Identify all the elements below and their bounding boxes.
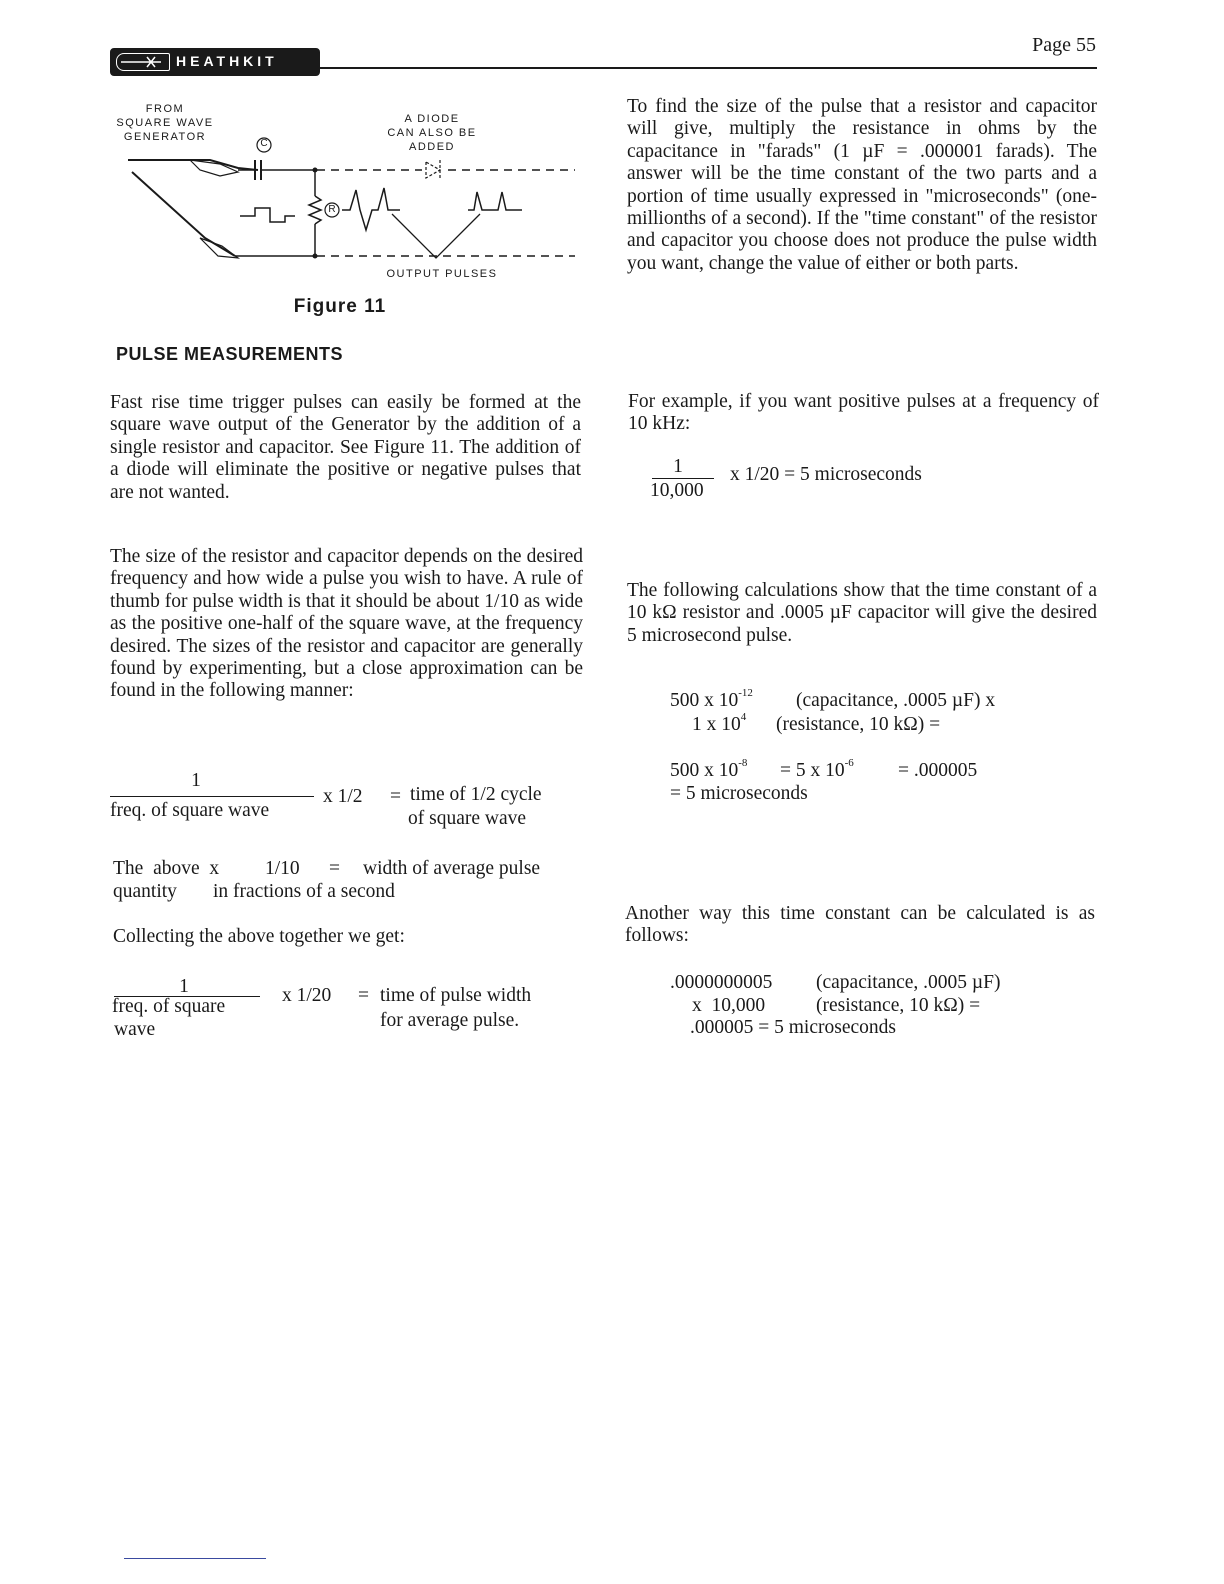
label-c: C <box>260 138 268 149</box>
eq1-fraction-bar <box>110 796 314 797</box>
calculation-result <box>670 756 1090 808</box>
label-diode-added <box>372 112 492 154</box>
eq1-result-line1: time of 1/2 cycle <box>410 784 542 805</box>
header-rule <box>316 67 1097 69</box>
eq2-line1-a: The above x <box>113 858 220 879</box>
eq3-multiplier: x 1/20 <box>282 985 332 1006</box>
left-paragraph-3: Collecting the above together we get: <box>113 926 405 947</box>
label-from-line2: SQUARE WAVE <box>116 117 214 129</box>
eq2-line1-d: width of average pulse <box>363 858 541 879</box>
label-diode-line3: ADDED <box>408 141 455 153</box>
left-paragraph-1: Fast rise time trigger pulses can easily be formed at the square wave output of the Generator by the addition of a single resistor and capacitor. See Figure 11. The addition of a diode will eliminate the positive or negative pulses that are not wanted. <box>110 392 581 503</box>
calc2-b-exp: -6 <box>844 757 854 769</box>
eq2-line2-a: quantity <box>113 881 177 902</box>
label-output-pulses: OUTPUT PULSES <box>386 268 498 280</box>
right-paragraph-4: Another way this time constant can be calculated is as follows: <box>625 903 1095 947</box>
equation-average-pulse <box>113 858 588 908</box>
eq1-equals: = <box>390 786 401 807</box>
calc2-c: = .000005 <box>898 760 978 781</box>
eq2-line1-b: 1/10 <box>265 858 300 879</box>
equation-half-cycle <box>108 770 588 834</box>
calc3-r1-a: .0000000005 <box>670 972 773 993</box>
right-paragraph-3: The following calculations show that the time constant of a 10 kΩ resistor and .0005 µF capacitor will give the desired 5 microsecond pulse. <box>627 580 1097 646</box>
page-number: Page 55 <box>1032 34 1096 56</box>
label-diode-line2: CAN ALSO BE <box>387 127 477 139</box>
calc2-line2: = 5 microseconds <box>670 783 808 804</box>
calc3-r2-a: x 10,000 <box>692 995 766 1016</box>
calc2-a <box>670 757 748 782</box>
right-paragraph-1: To find the size of the pulse that a resistor and capacitor will give, multiply the resistance in ohms by the capacitance in "farads" (1 µF = .000001 farads). The answer will be the time constant of the two parts and a portion of time usually expressed in "microseconds" (one-millionths of a second). If the "time constant" of the resistor and capacitor you choose does not produce the pulse width you want, change the value of either or both parts. <box>627 96 1097 274</box>
calculation-decimal <box>670 972 1090 1044</box>
equation-pulse-width <box>110 976 590 1046</box>
section-heading: PULSE MEASUREMENTS <box>116 344 344 364</box>
req1-numerator: 1 <box>673 456 683 477</box>
eq2-line2-b: in fractions of a second <box>213 881 395 902</box>
calc3-r3: .000005 = 5 microseconds <box>690 1017 896 1038</box>
calc1-l2-rest: (resistance, 10 kΩ) = <box>776 714 941 735</box>
eq1-multiplier: x 1/2 <box>323 786 363 807</box>
equation-10khz <box>638 456 1058 506</box>
eq3-numerator: 1 <box>179 976 189 997</box>
calc1-l1-exp: -12 <box>738 687 753 699</box>
figure-caption: Figure 11 <box>293 296 387 317</box>
label-r: R <box>328 204 336 215</box>
heathkit-logo <box>110 48 320 76</box>
calc1-l2-exp: 4 <box>740 711 747 723</box>
req1-rest: x 1/20 = 5 microseconds <box>730 464 922 485</box>
calc3-r1-b: (capacitance, .0005 µF) <box>816 972 1001 993</box>
eq3-result-line1: time of pulse width <box>380 985 532 1006</box>
eq2-line1-c: = <box>329 858 340 879</box>
calc1-l1-base: 500 x 10 <box>670 690 739 711</box>
calculation-multiply <box>670 684 1090 736</box>
label-from-line1: FROM <box>145 103 185 115</box>
eq3-denominator-line2: wave <box>114 1019 156 1040</box>
calc2-a-exp: -8 <box>738 757 748 769</box>
eq1-denominator: freq. of square wave <box>110 800 270 821</box>
calc2-b <box>780 757 854 782</box>
calc2-b-base: = 5 x 10 <box>780 760 845 781</box>
eq3-denominator-line1: freq. of square <box>112 996 226 1017</box>
calc2-a-base: 500 x 10 <box>670 760 739 781</box>
label-from-generator <box>110 102 220 144</box>
calc3-r2-b: (resistance, 10 kΩ) = <box>816 995 981 1016</box>
calc1-l1-rest: (capacitance, .0005 µF) x <box>796 690 996 711</box>
figure-11 <box>110 98 590 328</box>
right-paragraph-2: For example, if you want positive pulses at a frequency of 10 kHz: <box>628 391 1099 435</box>
req1-fraction-bar <box>652 478 714 479</box>
label-diode-line1: A DIODE <box>404 113 460 125</box>
eq3-equals: = <box>358 985 369 1006</box>
brand-name: HEATHKIT <box>176 53 278 69</box>
left-paragraph-2: The size of the resistor and capacitor depends on the desired frequency and how wide a pulse you wish to have. A rule of thumb for pulse width is that it should be about 1/10 as wide as the positive one-half of the square wave, at the frequency desired. The sizes of the resistor and capacitor are generally found by experimenting, but a close approximation can be found in the following manner: <box>110 546 583 702</box>
eq1-numerator: 1 <box>191 770 201 791</box>
logo-emblem-icon <box>116 53 170 71</box>
eq3-result-line2: for average pulse. <box>380 1010 520 1031</box>
calc1-line2 <box>692 711 747 736</box>
label-from-line3: GENERATOR <box>123 131 207 143</box>
calc1-l2-base: 1 x 10 <box>692 714 741 735</box>
req1-denominator: 10,000 <box>650 480 704 501</box>
calc1-line1 <box>670 687 753 712</box>
eq1-result-line2: of square wave <box>408 808 527 829</box>
footer-rule <box>124 1558 266 1559</box>
